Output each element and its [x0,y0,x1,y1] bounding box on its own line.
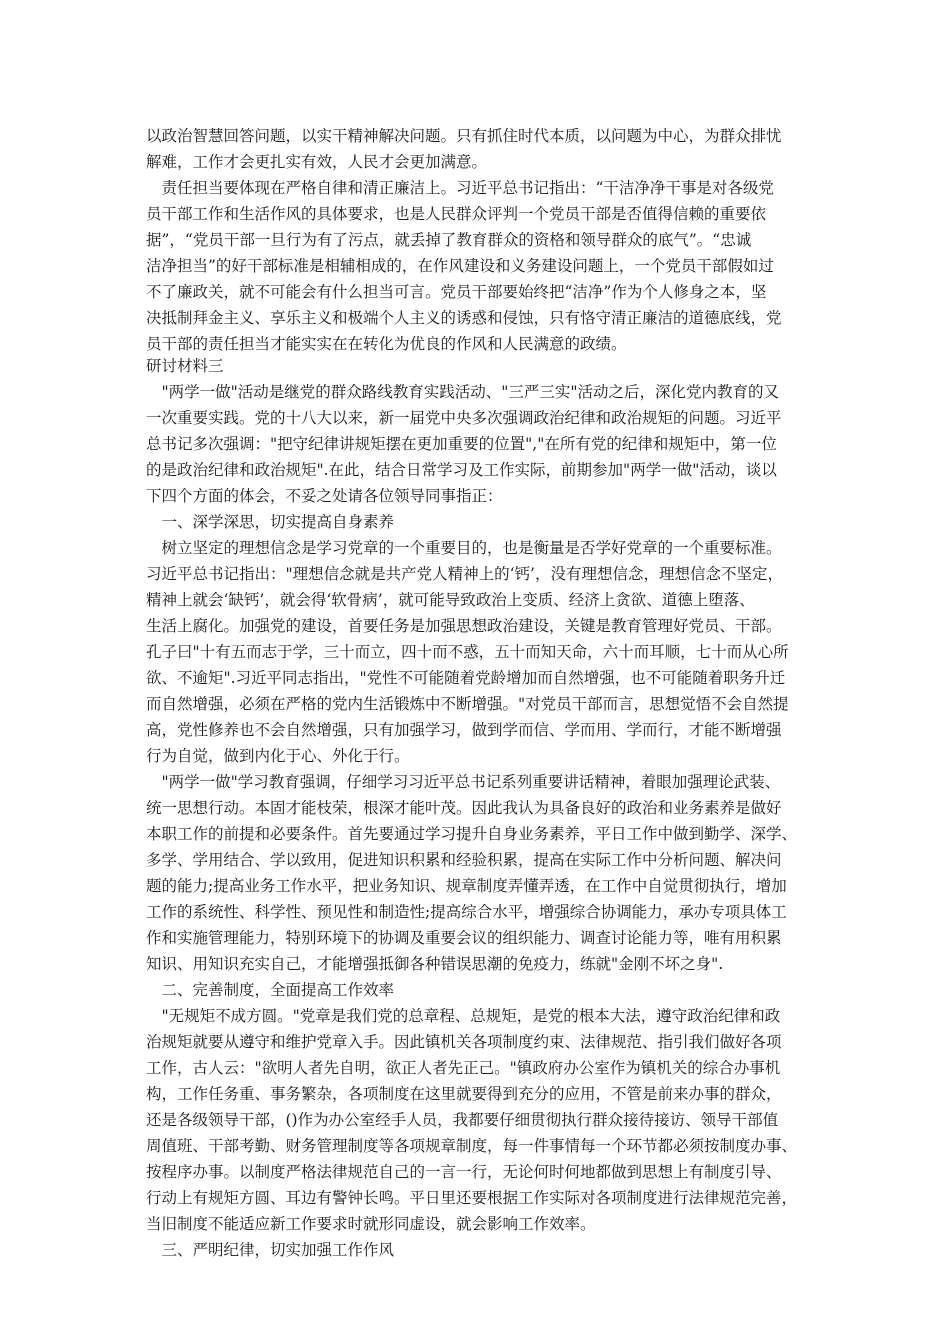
text-line: 作和实施管理能力，特别环境下的协调及重要会议的组织能力、调查讨论能力等，唯有用积累 [146,929,782,947]
text-line: 员干部工作和生活作风的具体要求，也是人民群众评判一个党员干部是否值得信赖的重要依 [146,205,767,223]
text-line: 行为自觉，做到内化于心、外化于行。 [146,747,410,765]
text-line: "无规矩不成方圆。"党章是我们党的总章程、总规矩，是党的根本大法，遵守政治纪律和政 [146,1007,781,1025]
text-line: 工作，古人云："欲明人者先自明，欲正人者先正己。"镇政府办公室作为镇机关的综合办事机 [146,1059,781,1077]
text-line: 而自然增强，必须在严格的党内生活锻炼中不断增强。"对党员干部而言，思想觉悟不会自然提 [146,695,789,713]
text-line: 统一思想行动。本固才能枝荣，根深才能叶茂。因此我认为具备良好的政治和业务素养是做好 [146,799,782,817]
text-line: 洁净担当”的好干部标准是相辅相成的，在作风建设和义务建设问题上，一个党员干部假如过 [146,257,774,275]
text-line: 欲、不逾矩".习近平同志指出，"党性不可能随着党龄增加而自然增强，也不可能随着职务升迁 [146,669,786,687]
text-line: 知识、用知识充实自己，才能增强抵御各种错误思潮的免疫力，练就"金刚不坏之身". [146,955,724,973]
text-line: "两学一做"活动是继党的群众路线教育实践活动、"三严三实"活动之后，深化党内教育的又 [146,383,780,401]
text-line: 员干部的责任担当才能实实在在转化为优良的作风和人民满意的政绩。 [146,335,627,353]
text-line: 生活上腐化。加强党的建设，首要任务是加强思想政治建设，关键是教育管理好党员、干部。 [146,617,782,635]
text-line: "两学一做"学习教育强调，仔细学习习近平总书记系列重要讲话精神，着眼加强理论武装、 [146,773,781,791]
text-line: 当旧制度不能适应新工作要求时就形同虚设，就会影响工作效率。 [146,1215,596,1233]
text-line: 习近平总书记指出："理想信念就是共产党人精神上的‘钙’，没有理想信念，理想信念不坚定， [146,565,783,583]
text-line: 还是各级领导干部，()作为办公室经手人员，我都要仔细贯彻执行群众接待接访、领导干部值 [146,1111,779,1129]
text-line: 题的能力;提高业务工作水平，把业务知识、规章制度弄懂弄透，在工作中自觉贯彻执行，增加 [146,877,787,895]
text-line: 多学、学用结合、学以致用，促进知识积累和经验积累，提高在实际工作中分析问题、解决问 [146,851,782,869]
text-line: 精神上就会‘缺钙’，就会得‘软骨病’，就可能导致政治上变质、经济上贪欲、道德上堕落、 [146,591,755,609]
section-heading: 研讨材料三 [146,357,224,375]
text-line: 一次重要实践。党的十八大以来，新一届党中央多次强调政治纪律和政治规矩的问题。习近平 [146,409,782,427]
text-line: 行动上有规矩方圆、耳边有警钟长鸣。平日里还要根据工作实际对各项制度进行法律规范完善， [146,1189,798,1207]
text-line: 三、严明纪律，切实加强工作作风 [146,1241,395,1259]
text-line: 以政治智慧回答问题，以实干精神解决问题。只有抓住时代本质，以问题为中心，为群众排忧 [146,127,782,145]
text-line: 孔子曰"十有五而志于学，三十而立，四十而不惑，五十而知天命，六十而耳顺，七十而从心所 [146,643,789,661]
text-line: 不了廉政关，就不可能会有什么担当可言。党员干部要始终把“洁净”作为个人修身之本，坚 [146,283,767,301]
subsection-heading: 一、深学深思，切实提高自身素养 [146,513,395,531]
subsection-heading: 二、完善制度，全面提高工作效率 [146,981,395,999]
text-line: 的是政治纪律和政治规矩".在此，结合日常学习及工作实际，前期参加"两学一做"活动，谈以 [146,461,777,479]
text-line: 决抵制拜金主义、享乐主义和极端个人主义的诱惑和侵蚀，只有恪守清正廉洁的道德底线，党 [146,309,782,327]
text-line: 本职工作的前提和必要条件。首先要通过学习提升自身业务素养，平日工作中做到勤学、深学、 [146,825,798,843]
text-line: 工作的系统性、科学性、预见性和制造性;提高综合水平，增强综合协调能力，承办专项具体工 [146,903,787,921]
text-line: 责任担当要体现在严格自律和清正廉洁上。习近平总书记指出：“干洁净净干事是对各级党 [146,179,774,197]
text-line: 周值班、干部考勤、财务管理制度等各项规章制度，每一件事情每一个环节都必须按制度办事、 [146,1137,798,1155]
text-line: 高，党性修养也不会自然增强，只有加强学习，做到学而信、学而用、学而行，才能不断增强 [146,721,782,739]
text-line: 下四个方面的体会，不妥之处请各位领导同事指正： [146,487,503,505]
text-line: 据”，“党员干部一旦行为有了污点，就丢掉了教育群众的资格和领导群众的底气”。“忠诚 [146,231,752,249]
text-line: 按程序办事。以制度严格法律规范自己的一言一行，无论何时何地都做到思想上有制度引导、 [146,1163,782,1181]
text-line: 树立坚定的理想信念是学习党章的一个重要目的，也是衡量是否学好党章的一个重要标准。 [146,539,782,557]
text-line: 构，工作任务重、事务繁杂，各项制度在这里就要得到充分的应用，不管是前来办事的群众， [146,1085,782,1103]
text-line: 治规矩就要从遵守和维护党章入手。因此镇机关各项制度约束、法律规范、指引我们做好各项 [146,1033,782,1051]
text-line: 解难，工作才会更扎实有效，人民才会更加满意。 [146,153,488,171]
text-line: 总书记多次强调："把守纪律讲规矩摆在更加重要的位置","在所有党的纪律和规矩中，第一位 [146,435,777,453]
